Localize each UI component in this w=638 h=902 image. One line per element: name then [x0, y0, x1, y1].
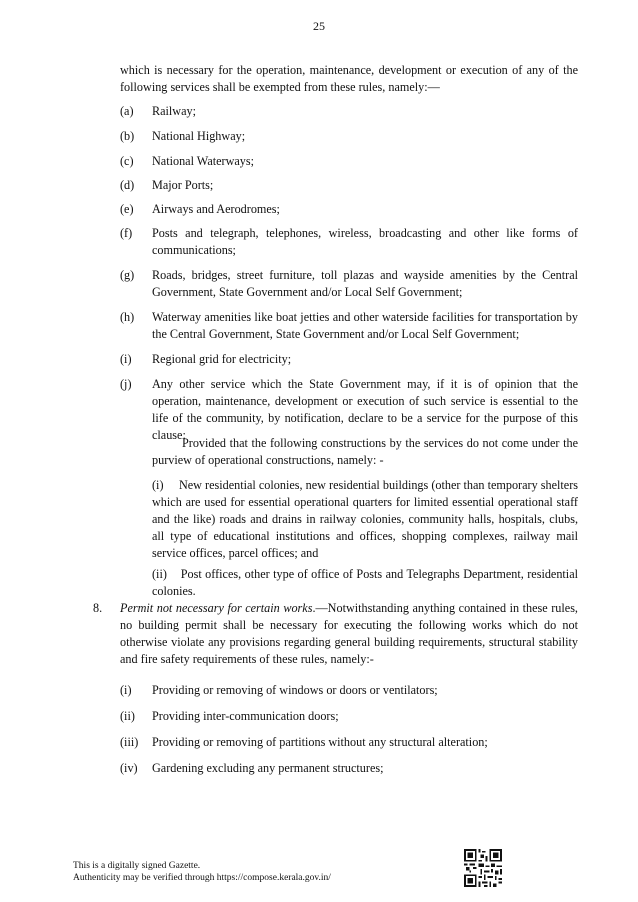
list-item: [120, 201, 578, 218]
list-item: [120, 760, 578, 777]
list-item: [120, 153, 578, 170]
item-label: (f): [120, 226, 133, 240]
page-number: 25: [313, 19, 325, 33]
item-label: (b): [120, 129, 135, 143]
list-item: [120, 708, 578, 725]
section-text: .—Notwithstanding anything contained in these rules, no building permit shall be necessary for executing the following works which do not otherwise violate any provisions regarding general building requirements, structural stability and fire safety requirements of these rules, namely:-: [120, 601, 578, 666]
item-text: Airways and Aerodromes;: [152, 202, 280, 216]
section-title: Permit not necessary for certain works: [120, 601, 313, 615]
list-item: [120, 177, 578, 194]
item-text: National Highway;: [152, 129, 246, 143]
list-item: [120, 103, 578, 120]
item-label: (iv): [120, 761, 138, 775]
list-item: [120, 309, 578, 343]
item-label: (i): [120, 683, 132, 697]
list-item: [120, 267, 578, 301]
item-label: (c): [120, 154, 134, 168]
item-label: (g): [120, 268, 135, 282]
item-text: Regional grid for electricity;: [152, 352, 292, 366]
proviso-paragraph: Provided that the following constructions by the services do not come under the purview of operational constructions, namely: -: [152, 436, 578, 467]
qr-code-icon: [464, 849, 502, 887]
item-text: Providing inter-communication doors;: [152, 709, 339, 723]
item-label: (h): [120, 310, 135, 324]
item-label: (a): [120, 104, 134, 118]
item-text: Gardening excluding any permanent structures;: [152, 761, 384, 775]
item-label: (e): [120, 202, 134, 216]
item-label: (iii): [120, 735, 139, 749]
list-item: [120, 128, 578, 145]
item-text: Major Ports;: [152, 178, 214, 192]
item-label: (i): [152, 478, 164, 492]
section-number: 8.: [93, 601, 103, 615]
item-label: (d): [120, 178, 135, 192]
list-item: [120, 734, 578, 751]
item-text: Any other service which the State Government may, if it is of opinion that the operation, maintenance, development or execution of such service is essential to the life of the community, by notification, declare to be a service for the purpose of this clause:: [152, 377, 578, 442]
item-text: Providing or removing of windows or doors or ventilators;: [152, 683, 438, 697]
list-item: [120, 225, 578, 259]
footer-note: [73, 860, 331, 884]
list-item: [120, 376, 578, 442]
list-item: [120, 351, 578, 368]
item-text: Providing or removing of partitions without any structural alteration;: [152, 735, 488, 749]
item-label: (i): [120, 352, 132, 366]
item-label: (ii): [120, 709, 135, 723]
proviso-item: [152, 477, 578, 562]
item-text: Railway;: [152, 104, 197, 118]
footer-line: This is a digitally signed Gazette.: [73, 861, 201, 871]
item-text: National Waterways;: [152, 154, 255, 168]
item-text: Posts and telegraph, telephones, wireless, broadcasting and other like forms of communications;: [152, 226, 578, 257]
section-8-paragraph: [120, 600, 578, 668]
proviso-item-body: [152, 477, 578, 562]
list-item: [120, 682, 578, 699]
intro-paragraph: which is necessary for the operation, maintenance, development or execution of any of the following services shall be exempted from these rules, namely:—: [120, 63, 578, 94]
item-text: Post offices, other type of office of Posts and Telegraphs Department, residential colonies.: [152, 567, 578, 598]
item-label: (ii): [152, 567, 167, 581]
proviso-item-body: [152, 566, 578, 600]
item-text: Roads, bridges, street furniture, toll plazas and wayside amenities by the Central Government, State Government and/or Local Self Government;: [152, 268, 578, 299]
item-label: (j): [120, 377, 132, 391]
item-text: New residential colonies, new residential buildings (other than temporary shelters which are used for essential operational quarters for limited essential operational staff and the like) roads and drains in railway colonies, community halls, hospitals, clubs, all type of educational institutions and offices, shopping complexes, railway mail service offices, parcel offices; and: [152, 478, 578, 560]
proviso-item: [152, 566, 578, 600]
footer-line: Authenticity may be verified through https://compose.kerala.gov.in/: [73, 873, 331, 883]
item-text: Waterway amenities like boat jetties and other waterside facilities for transportation by the Central Government, State Government and/or Local Self Government;: [152, 310, 578, 341]
